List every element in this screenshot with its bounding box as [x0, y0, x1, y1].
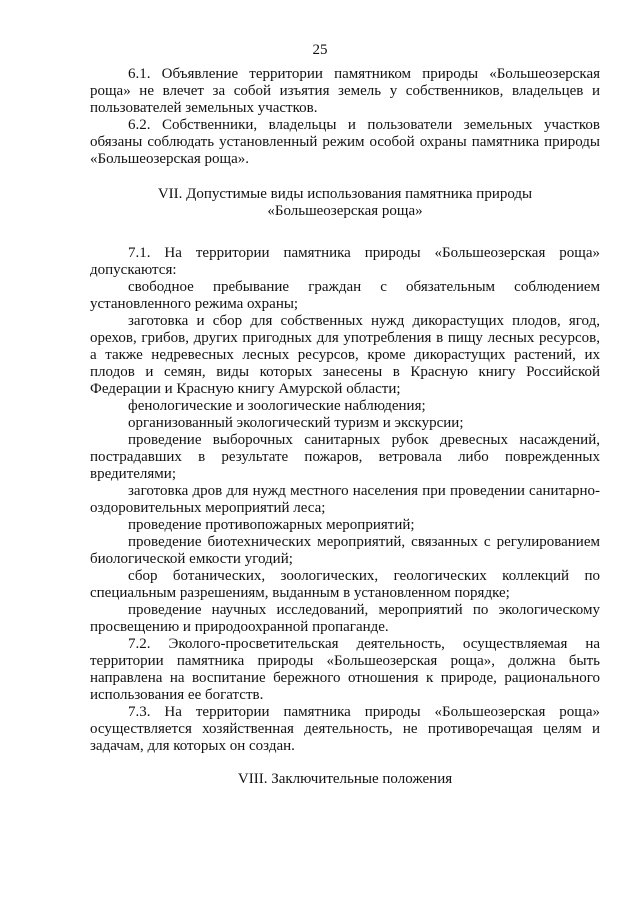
list-item: проведение выборочных санитарных рубок древесных насаждений, пострадавших в результате пожаров, ветровала либо поврежденных вредителями;	[90, 432, 600, 482]
paragraph-7-3: 7.3. На территории памятника природы «Большеозерская роща» осуществляется хозяйственная деятельность, не противоречащая целям и задачам, для которых он создан.	[90, 704, 600, 754]
paragraph-6-2: 6.2. Собственники, владельцы и пользователи земельных участков обязаны соблюдать установленный режим особой охраны памятника природы «Большеозерская роща».	[90, 117, 600, 167]
page-number: 25	[312, 42, 328, 58]
list-item: свободное пребывание граждан с обязательным соблюдением установленного режима охраны;	[90, 279, 600, 312]
section-7-heading-line-2: «Большеозерская роща»	[267, 203, 423, 219]
list-item: проведение биотехнических мероприятий, связанных с регулированием биологической емкости угодий;	[90, 534, 600, 567]
list-item: фенологические и зоологические наблюдения;	[128, 398, 426, 414]
paragraph-7-1: 7.1. На территории памятника природы «Большеозерская роща» допускаются:	[90, 245, 600, 278]
list-item: проведение научных исследований, мероприятий по экологическому просвещению и природоохранной пропаганде.	[90, 602, 600, 635]
section-7-heading	[90, 186, 600, 220]
list-item: сбор ботанических, зоологических, геологических коллекций по специальным разрешениям, выданным в установленном порядке;	[90, 568, 600, 601]
paragraph-7-2: 7.2. Эколого-просветительская деятельность, осуществляемая на территории памятника природы «Большеозерская роща», должна быть направлена на воспитание бережного отношения к природе, рационального использования ее богатств.	[90, 636, 600, 703]
list-item: заготовка дров для нужд местного населения при проведении санитарно-оздоровительных мероприятий леса;	[90, 483, 600, 516]
section-7-heading-line-1: VII. Допустимые виды использования памятника природы	[157, 186, 533, 202]
list-item: проведение противопожарных мероприятий;	[128, 517, 415, 533]
document-body	[90, 66, 600, 788]
section-8-heading: VIII. Заключительные положения	[237, 771, 453, 787]
paragraph-6-1: 6.1. Объявление территории памятником природы «Большеозерская роща» не влечет за собой изъятия земель у собственников, владельцев и пользователей земельных участков.	[90, 66, 600, 116]
list-item: заготовка и сбор для собственных нужд дикорастущих плодов, ягод, орехов, грибов, других пригодных для употребления в пищу лесных ресурсов, а также недревесных лесных ресурсов, кроме дикорастущих растений, их плодов и семян, виды которых занесены в Красную книгу Российской Федерации и Красную книгу Амурской области;	[90, 313, 600, 397]
list-item: организованный экологический туризм и экскурсии;	[128, 415, 464, 431]
